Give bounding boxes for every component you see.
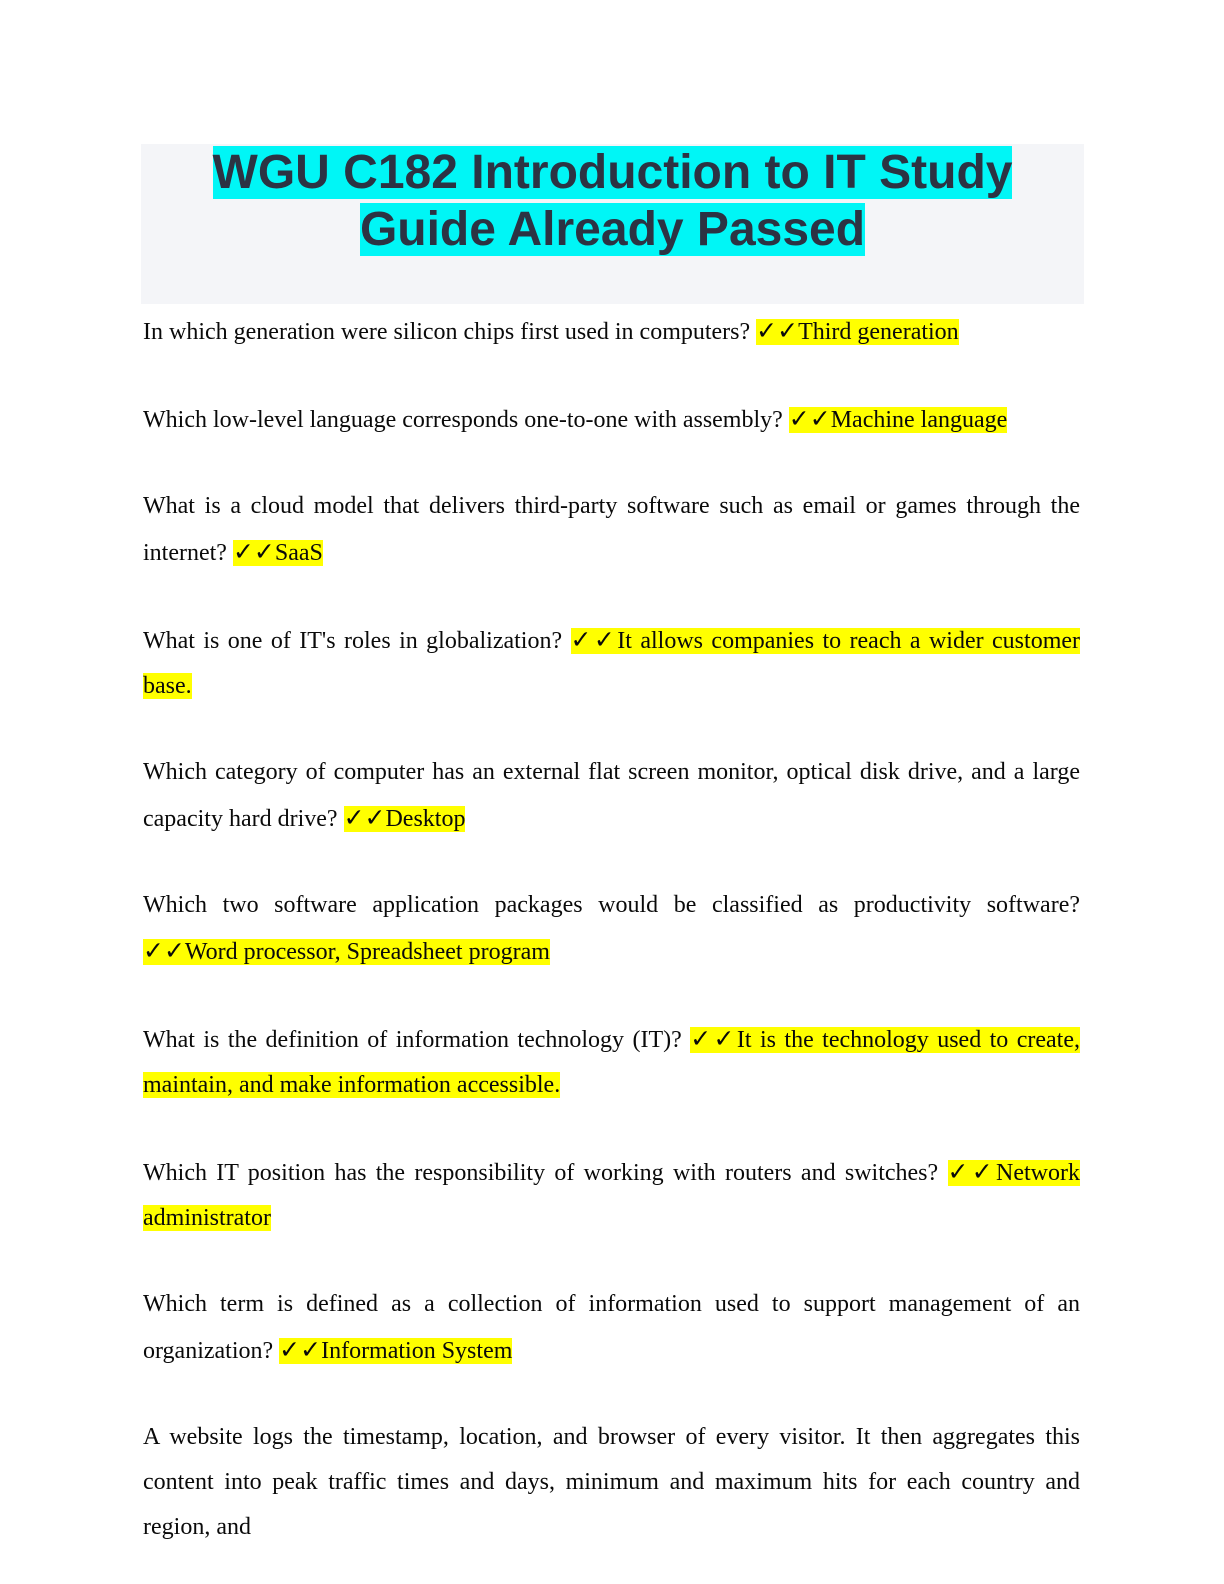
question-text: Which category of computer has an external flat screen monitor, optical disk drive, and a large capacity hard drive?: [143, 759, 1080, 832]
checkmarks-icon: ✓✓: [947, 1157, 997, 1186]
answer-text: It is the technology used to create, maintain, and make information accessible.: [143, 1027, 1080, 1098]
qa-paragraph-2: [143, 396, 1080, 443]
answer-text: Word processor, Spreadsheet program: [184, 939, 550, 965]
checkmarks-icon: ✓✓: [690, 1024, 737, 1053]
checkmarks-icon: ✓✓: [756, 316, 799, 345]
title-highlight: Guide Already Passed: [359, 203, 866, 256]
answer-text: Desktop: [385, 806, 466, 832]
checkmarks-icon: ✓✓: [232, 537, 275, 566]
checkmarks-icon: ✓✓: [279, 1335, 322, 1364]
question-text: Which term is defined as a collection of information used to support management of an organization?: [143, 1291, 1080, 1364]
qa-paragraph-6: [143, 883, 1080, 975]
document-title-block: [141, 144, 1084, 304]
question-text: Which IT position has the responsibility of working with routers and switches?: [143, 1160, 948, 1186]
qa-paragraph-9: [143, 1282, 1080, 1374]
checkmarks-icon: ✓✓: [570, 625, 618, 654]
question-text: Which low-level language corresponds one-to-one with assembly?: [143, 407, 789, 433]
qa-paragraph-7: [143, 1016, 1080, 1108]
qa-paragraph-5: [143, 750, 1080, 842]
question-text: What is a cloud model that delivers third-party software such as email or games through the internet?: [143, 493, 1080, 566]
answer-highlight: [279, 1335, 513, 1364]
document-title-line-2: [141, 201, 1084, 258]
answer-highlight: [756, 316, 959, 345]
answer-highlight: [232, 537, 323, 566]
question-text: What is one of IT's roles in globalization?: [143, 628, 571, 654]
question-text: What is the definition of information technology (IT)?: [143, 1027, 691, 1053]
question-text: Which two software application packages would be classified as productivity software?: [143, 892, 1080, 918]
qa-paragraph-10: [143, 1415, 1080, 1550]
answer-text: SaaS: [274, 540, 323, 566]
qa-paragraph-1: [143, 308, 1080, 355]
answer-text: It allows companies to reach a wider customer base.: [143, 628, 1081, 699]
checkmarks-icon: ✓✓: [343, 803, 386, 832]
answer-highlight: [143, 936, 550, 965]
document-title-line-1: [141, 144, 1084, 201]
qa-paragraph-4: [143, 617, 1080, 709]
answer-text: Machine language: [830, 407, 1008, 433]
qa-paragraph-3: [143, 484, 1080, 576]
checkmarks-icon: ✓✓: [788, 404, 831, 433]
question-text: In which generation were silicon chips first used in computers?: [143, 319, 757, 345]
answer-text: Network administrator: [143, 1160, 1080, 1231]
answer-text: Information System: [321, 1338, 513, 1364]
question-text: A website logs the timestamp, location, and browser of every visitor. It then aggregates this content into peak traffic times and days, minimum and maximum hits for each country and region, and: [143, 1424, 1080, 1540]
qa-paragraph-8: [143, 1149, 1080, 1241]
document-body: [143, 308, 1080, 1550]
answer-highlight: [343, 803, 466, 832]
answer-highlight: [788, 404, 1008, 433]
checkmarks-icon: ✓✓: [143, 936, 185, 965]
title-highlight: WGU C182 Introduction to IT Study: [212, 146, 1013, 199]
answer-text: Third generation: [798, 319, 959, 345]
